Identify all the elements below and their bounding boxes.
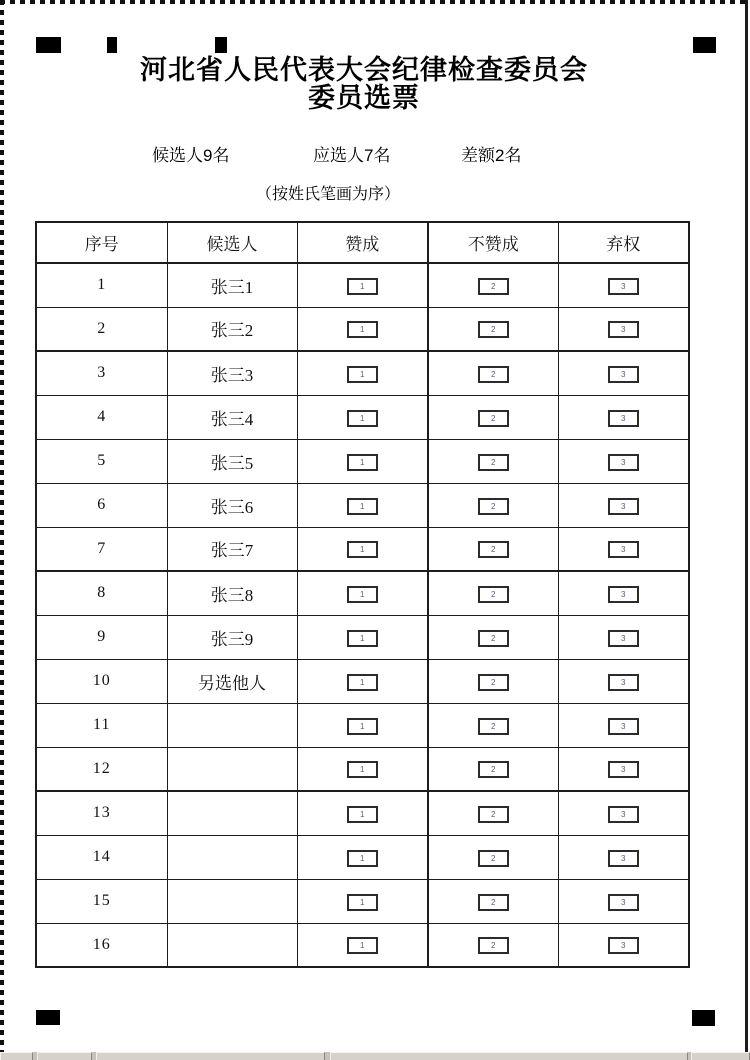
header-approve: 赞成 [297,222,428,263]
vote-box-abstain[interactable]: 3 [608,718,639,735]
vote-box-disapprove[interactable]: 2 [478,498,509,515]
vote-box-approve[interactable]: 1 [347,366,378,383]
approve-cell [297,923,428,967]
difference-count-label: 差额2名 [461,146,522,165]
vote-box-disapprove[interactable]: 2 [478,937,509,954]
vote-box-disapprove[interactable]: 2 [478,541,509,558]
candidate-name-cell: 另选他人 [167,659,297,703]
disapprove-cell [428,835,558,879]
table-row [36,703,689,747]
registration-mark-top-tick1-icon [107,37,117,53]
ordering-note: （按姓氏笔画为序） [256,186,401,203]
candidate-name-cell: 张三4 [167,395,297,439]
approve-cell [297,835,428,879]
approve-cell [297,615,428,659]
vote-box-disapprove[interactable]: 2 [478,586,509,603]
approve-cell [297,659,428,703]
disapprove-cell [428,747,558,791]
status-bar-pane [37,1052,92,1060]
vote-box-approve[interactable]: 1 [347,278,378,295]
approve-cell [297,351,428,395]
table-row [36,439,689,483]
disapprove-cell [428,263,558,307]
vote-box-disapprove[interactable]: 2 [478,454,509,471]
vote-box-disapprove[interactable]: 2 [478,894,509,911]
vote-box-abstain[interactable]: 3 [608,278,639,295]
row-number-cell: 8 [36,571,167,615]
vote-box-approve[interactable]: 1 [347,321,378,338]
table-row [36,307,689,351]
candidate-name-cell [167,747,297,791]
row-number-cell: 7 [36,527,167,571]
vote-box-approve[interactable]: 1 [347,937,378,954]
candidate-name-cell: 张三1 [167,263,297,307]
candidate-name-cell: 张三7 [167,527,297,571]
row-number-cell: 4 [36,395,167,439]
vote-box-approve[interactable]: 1 [347,894,378,911]
vote-box-abstain[interactable]: 3 [608,806,639,823]
vote-box-disapprove[interactable]: 2 [478,761,509,778]
table-row [36,835,689,879]
registration-mark-bottom-right-icon [692,1010,715,1026]
candidate-name-cell [167,835,297,879]
vote-box-disapprove[interactable]: 2 [478,321,509,338]
registration-mark-top-right-icon [693,37,716,53]
row-number-cell: 5 [36,439,167,483]
vote-box-abstain[interactable]: 3 [608,586,639,603]
page-top-dashed-border [0,0,750,4]
abstain-cell [558,483,689,527]
vote-box-disapprove[interactable]: 2 [478,410,509,427]
row-number-cell: 1 [36,263,167,307]
disapprove-cell [428,483,558,527]
row-number-cell: 16 [36,923,167,967]
row-number-cell: 15 [36,879,167,923]
disapprove-cell [428,659,558,703]
approve-cell [297,703,428,747]
vote-box-abstain[interactable]: 3 [608,410,639,427]
ballot-title-line1: 河北省人民代表大会纪律检查委员会 [140,55,588,85]
registration-mark-bottom-left-icon [36,1010,60,1025]
abstain-cell [558,703,689,747]
vote-box-approve[interactable]: 1 [347,761,378,778]
table-row [36,615,689,659]
vote-box-abstain[interactable]: 3 [608,454,639,471]
vote-box-abstain[interactable]: 3 [608,761,639,778]
registration-mark-top-left-icon [36,37,61,53]
candidate-name-cell: 张三8 [167,571,297,615]
approve-cell [297,439,428,483]
approve-cell [297,395,428,439]
vote-box-abstain[interactable]: 3 [608,674,639,691]
vote-box-abstain[interactable]: 3 [608,366,639,383]
approve-cell [297,571,428,615]
table-row [36,263,689,307]
row-number-cell: 10 [36,659,167,703]
header-disapprove: 不赞成 [428,222,558,263]
approve-cell [297,263,428,307]
vote-box-approve[interactable]: 1 [347,718,378,735]
ballot-summary-line [0,141,750,163]
abstain-cell [558,307,689,351]
ballot-table [35,221,690,968]
table-row [36,923,689,967]
row-number-cell: 3 [36,351,167,395]
disapprove-cell [428,307,558,351]
approve-cell [297,483,428,527]
candidate-name-cell: 张三2 [167,307,297,351]
candidate-name-cell [167,791,297,835]
status-bar-pane [691,1052,750,1060]
candidate-name-cell [167,703,297,747]
ballot-table-container [35,221,690,968]
candidate-name-cell [167,879,297,923]
candidate-name-cell: 张三5 [167,439,297,483]
vote-box-abstain[interactable]: 3 [608,894,639,911]
vote-box-disapprove[interactable]: 2 [478,718,509,735]
vote-box-abstain[interactable]: 3 [608,937,639,954]
abstain-cell [558,791,689,835]
vote-box-approve[interactable]: 1 [347,454,378,471]
vote-box-approve[interactable]: 1 [347,806,378,823]
header-abstain: 弃权 [558,222,689,263]
abstain-cell [558,571,689,615]
vote-box-approve[interactable]: 1 [347,586,378,603]
vote-box-abstain[interactable]: 3 [608,630,639,647]
vote-box-approve[interactable]: 1 [347,541,378,558]
row-number-cell: 13 [36,791,167,835]
seats-count-label: 应选人7名 [313,146,391,165]
abstain-cell [558,351,689,395]
abstain-cell [558,395,689,439]
table-row [36,527,689,571]
row-number-cell: 2 [36,307,167,351]
row-number-cell: 12 [36,747,167,791]
abstain-cell [558,879,689,923]
table-row [36,483,689,527]
table-row [36,571,689,615]
approve-cell [297,747,428,791]
ballot-title-line2: 委员选票 [308,83,420,113]
disapprove-cell [428,791,558,835]
approve-cell [297,307,428,351]
table-row [36,351,689,395]
vote-box-approve[interactable]: 1 [347,674,378,691]
disapprove-cell [428,395,558,439]
row-number-cell: 9 [36,615,167,659]
vote-box-approve[interactable]: 1 [347,498,378,515]
candidate-name-cell: 张三9 [167,615,297,659]
row-number-cell: 6 [36,483,167,527]
vote-box-disapprove[interactable]: 2 [478,674,509,691]
disapprove-cell [428,527,558,571]
table-row [36,395,689,439]
ballot-title [0,56,728,112]
vote-box-disapprove[interactable]: 2 [478,806,509,823]
abstain-cell [558,439,689,483]
vote-box-approve[interactable]: 1 [347,630,378,647]
abstain-cell [558,923,689,967]
status-bar-pane [0,1052,33,1060]
disapprove-cell [428,351,558,395]
abstain-cell [558,615,689,659]
row-number-cell: 11 [36,703,167,747]
approve-cell [297,879,428,923]
header-serial-number: 序号 [36,222,167,263]
vote-box-disapprove[interactable]: 2 [478,630,509,647]
candidate-name-cell: 张三6 [167,483,297,527]
disapprove-cell [428,703,558,747]
table-row [36,747,689,791]
vote-box-disapprove[interactable]: 2 [478,850,509,867]
disapprove-cell [428,923,558,967]
abstain-cell [558,835,689,879]
vote-box-abstain[interactable]: 3 [608,321,639,338]
disapprove-cell [428,571,558,615]
status-bar [0,1052,750,1060]
abstain-cell [558,659,689,703]
header-candidate: 候选人 [167,222,297,263]
vote-box-disapprove[interactable]: 2 [478,278,509,295]
registration-mark-top-tick2-icon [215,37,227,53]
status-bar-pane [330,1052,688,1060]
disapprove-cell [428,879,558,923]
table-row [36,659,689,703]
candidates-count-label: 候选人9名 [152,146,230,165]
candidate-name-cell: 张三3 [167,351,297,395]
vote-box-abstain[interactable]: 3 [608,541,639,558]
row-number-cell: 14 [36,835,167,879]
vote-box-approve[interactable]: 1 [347,850,378,867]
table-header-row [36,222,689,263]
disapprove-cell [428,439,558,483]
approve-cell [297,791,428,835]
disapprove-cell [428,615,558,659]
abstain-cell [558,747,689,791]
vote-box-approve[interactable]: 1 [347,410,378,427]
vote-box-abstain[interactable]: 3 [608,498,639,515]
vote-box-abstain[interactable]: 3 [608,850,639,867]
abstain-cell [558,527,689,571]
status-bar-pane [96,1052,325,1060]
abstain-cell [558,263,689,307]
table-row [36,791,689,835]
approve-cell [297,527,428,571]
candidate-name-cell [167,923,297,967]
table-row [36,879,689,923]
vote-box-disapprove[interactable]: 2 [478,366,509,383]
